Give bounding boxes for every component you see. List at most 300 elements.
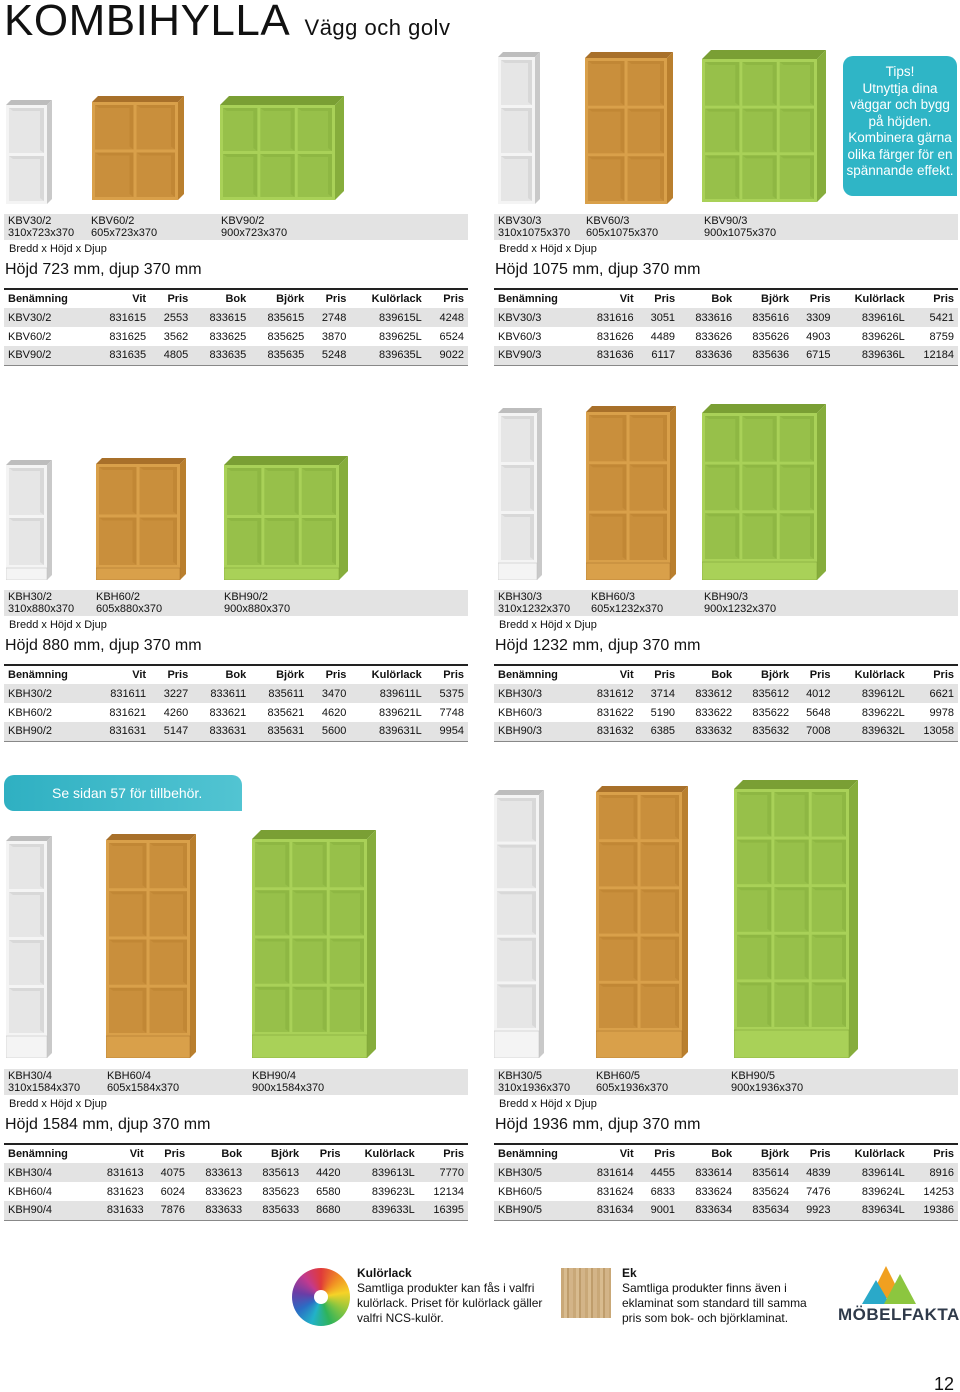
product-code [498, 216, 570, 239]
kulorlack-info [357, 1266, 542, 1326]
column-header: Bok [711, 293, 733, 305]
shelf-green-kbh90-5 [734, 780, 858, 1058]
table-cell: 835616 [736, 308, 793, 327]
table-cell: 835631 [250, 722, 308, 741]
table-header-row [4, 665, 468, 684]
table-cell: 833626 [695, 330, 733, 343]
table-cell: 7748 [439, 706, 464, 719]
shelf-white-kbv30-2 [6, 100, 52, 204]
table-header-row [494, 289, 958, 308]
table-cell: 831624 [596, 1185, 634, 1198]
table-cell: 833634 [679, 1201, 736, 1220]
table-row [4, 684, 468, 703]
table-cell: 9923 [793, 1201, 834, 1220]
price-table [494, 664, 958, 742]
table-cell: 5190 [650, 706, 676, 719]
column-header: Pris [654, 669, 676, 681]
product-codes [4, 590, 468, 616]
table-cell: 833635 [192, 346, 250, 365]
product-code [221, 216, 287, 239]
table-cell: 833615 [192, 308, 250, 327]
table-cell: 835611 [250, 684, 308, 703]
shelf-green-kbh90-3 [702, 404, 826, 580]
column-header: Björk [276, 293, 305, 305]
table-cell: 5600 [308, 722, 350, 741]
tip-line: olika färger för en [847, 146, 953, 162]
table-cell: 2748 [308, 308, 350, 327]
column-header: Kulörlack [371, 293, 422, 305]
price-table [494, 288, 958, 366]
product-code-dims: 310x1936x370 [498, 1081, 571, 1094]
product-code-name: KBH60/3 [591, 591, 636, 603]
table-cell: 835622 [752, 706, 790, 719]
product-code-name: KBH60/2 [96, 591, 141, 603]
table-cell: 6524 [439, 330, 464, 343]
table-cell: 835634 [736, 1201, 793, 1220]
product-code [586, 216, 658, 239]
table-cell: 4455 [638, 1163, 679, 1182]
oak-swatch-icon [561, 1268, 611, 1318]
product-code-name: KBV30/3 [498, 215, 542, 227]
table-cell: 4012 [793, 684, 834, 703]
table-cell: 835613 [246, 1163, 303, 1182]
table-cell: 4248 [426, 308, 468, 327]
column-header: Björk [276, 669, 305, 681]
table-cell: 833623 [205, 1185, 243, 1198]
table-cell: 839621L [378, 706, 422, 719]
table-cell: 3470 [308, 684, 350, 703]
table-header-row [4, 1144, 468, 1163]
table-cell: 833632 [679, 722, 736, 741]
column-header: Pris [325, 669, 347, 681]
table-cell: 835625 [267, 330, 305, 343]
table-cell: 14253 [923, 1185, 954, 1198]
table-cell: 5147 [150, 722, 192, 741]
table-cell: 831631 [92, 722, 150, 741]
table-cell: 831626 [596, 330, 634, 343]
product-code-dims: 900x723x370 [221, 226, 288, 239]
table-cell: KBH90/5 [494, 1201, 581, 1220]
table-cell: 9978 [929, 706, 954, 719]
dims-label: Bredd x Höjd x Djup [9, 619, 107, 631]
column-header: Bok [221, 1148, 243, 1160]
product-code-name: KBH30/2 [8, 591, 53, 603]
product-section [4, 1069, 468, 1221]
shelf-beech-kbv60-2 [92, 96, 184, 200]
column-header: Pris [325, 293, 347, 305]
table-cell: 831621 [109, 706, 147, 719]
table-cell: 831614 [581, 1163, 638, 1182]
table-cell: 839636L [835, 346, 909, 365]
table-cell: KBH90/2 [4, 722, 92, 741]
column-header: Pris [319, 1148, 341, 1160]
product-code-name: KBH30/3 [498, 591, 543, 603]
column-header: Pris [933, 293, 954, 305]
table-cell: 831616 [581, 308, 638, 327]
column-header: Benämning [498, 1148, 558, 1160]
table-cell: KBH60/5 [498, 1185, 543, 1198]
ek-line: Samtliga produkter finns även i [622, 1281, 787, 1295]
table-row [4, 703, 468, 722]
table-cell: 833633 [189, 1201, 246, 1220]
product-section [4, 590, 468, 742]
column-header: Benämning [8, 669, 68, 681]
column-header: Björk [761, 669, 790, 681]
shelf-green-kbh90-4 [252, 830, 376, 1058]
table-cell: 835623 [262, 1185, 300, 1198]
tip-box [843, 56, 957, 196]
product-section [494, 1069, 958, 1221]
column-header: Kulörlack [854, 293, 905, 305]
product-code-name: KBH60/4 [107, 1070, 152, 1082]
table-cell: 9022 [426, 346, 468, 365]
product-code-dims: 900x1584x370 [252, 1081, 325, 1094]
table-cell: KBH30/4 [4, 1163, 91, 1182]
table-cell: 839625L [378, 330, 422, 343]
table-cell: 839615L [350, 308, 425, 327]
product-code [731, 1071, 803, 1094]
table-cell: 6117 [638, 346, 679, 365]
shelf-white-kbh30-2 [6, 460, 52, 580]
table-row [494, 703, 958, 722]
table-cell: 831615 [92, 308, 150, 327]
table-cell: 7876 [148, 1201, 189, 1220]
table-cell: 833624 [695, 1185, 733, 1198]
product-code-name: KBH90/4 [252, 1070, 297, 1082]
column-header: Pris [654, 1148, 676, 1160]
table-cell: 4260 [163, 706, 189, 719]
table-cell: 4420 [303, 1163, 344, 1182]
table-row [494, 308, 958, 327]
shelf-white-kbh30-4 [6, 836, 52, 1058]
table-cell: 835635 [250, 346, 308, 365]
dims-label: Bredd x Höjd x Djup [499, 1098, 597, 1110]
table-cell: 835633 [246, 1201, 303, 1220]
table-cell: 8680 [303, 1201, 344, 1220]
table-row [4, 346, 468, 365]
table-row [4, 308, 468, 327]
product-code-dims: 900x880x370 [224, 602, 291, 615]
table-row [4, 327, 468, 346]
product-code-dims: 310x1232x370 [498, 602, 571, 615]
product-code-dims: 605x1232x370 [591, 602, 664, 615]
table-cell: 839632L [835, 722, 909, 741]
product-code-dims: 605x880x370 [96, 602, 163, 615]
column-header: Björk [761, 293, 790, 305]
product-code [596, 1071, 668, 1094]
table-cell: 5421 [909, 308, 958, 327]
product-code [704, 592, 776, 615]
product-code-dims: 310x880x370 [8, 602, 75, 615]
table-cell: 12184 [909, 346, 958, 365]
product-code [107, 1071, 179, 1094]
table-row [494, 1163, 958, 1182]
table-cell: 7770 [419, 1163, 468, 1182]
column-header: Vit [132, 669, 147, 681]
section-height: Höjd 1075 mm, djup 370 mm [495, 261, 701, 278]
shelf-beech-kbh60-3 [586, 406, 676, 580]
table-cell: 831612 [581, 684, 638, 703]
column-header: Pris [809, 293, 831, 305]
table-cell: 835626 [752, 330, 790, 343]
section-height: Höjd 1232 mm, djup 370 mm [495, 637, 701, 654]
product-code [704, 216, 776, 239]
table-cell: 833616 [679, 308, 736, 327]
table-cell: 839614L [835, 1163, 909, 1182]
product-code-name: KBH60/5 [596, 1070, 641, 1082]
table-row [494, 1182, 958, 1201]
table-cell: 831611 [92, 684, 150, 703]
tip-line: spännande effekt. [846, 163, 954, 178]
table-cell: 5648 [806, 706, 831, 719]
column-header: Bok [711, 1148, 733, 1160]
price-table [4, 1143, 468, 1221]
table-cell: 831634 [581, 1201, 638, 1220]
product-codes [4, 1069, 468, 1095]
table-cell: 4075 [148, 1163, 189, 1182]
shelf-white-kbv30-3 [498, 52, 540, 204]
table-cell: 4620 [321, 706, 347, 719]
product-code-name: KBV30/2 [8, 215, 52, 227]
section-height: Höjd 723 mm, djup 370 mm [5, 261, 202, 278]
table-cell: 835612 [736, 684, 793, 703]
table-header-row [494, 665, 958, 684]
product-code-name: KBV60/3 [586, 215, 630, 227]
price-table [494, 1143, 958, 1221]
tip-line: Kombinera gärna [848, 130, 952, 145]
product-code [8, 592, 74, 615]
table-cell: 833622 [695, 706, 733, 719]
section-height: Höjd 880 mm, djup 370 mm [5, 637, 202, 654]
page-subtitle: Vägg och golv [304, 15, 451, 40]
table-cell: 831636 [581, 346, 638, 365]
product-section [494, 214, 958, 366]
table-cell: 7476 [806, 1185, 831, 1198]
column-header: Kulörlack [371, 669, 422, 681]
product-code [498, 1071, 570, 1094]
product-code-dims: 310x723x370 [8, 226, 75, 239]
column-header: Vit [619, 293, 634, 305]
shelf-green-kbv90-3 [702, 50, 826, 202]
column-header: Kulörlack [364, 1148, 415, 1160]
section-height: Höjd 1584 mm, djup 370 mm [5, 1116, 211, 1133]
tip-line: Utnyttja dina [862, 80, 938, 96]
shelf-green-kbh90-2 [224, 456, 348, 580]
table-cell: KBH90/4 [4, 1201, 91, 1220]
table-cell: 12134 [433, 1185, 464, 1198]
shelf-green-kbv90-2 [220, 96, 344, 200]
table-row [4, 1201, 468, 1220]
product-code-dims: 900x1075x370 [704, 226, 777, 239]
table-cell: 833636 [679, 346, 736, 365]
product-code-name: KBH90/2 [224, 591, 269, 603]
table-row [494, 684, 958, 703]
table-cell: 13058 [909, 722, 958, 741]
column-header: Pris [933, 1148, 954, 1160]
table-cell: 831622 [596, 706, 634, 719]
column-header: Pris [809, 669, 831, 681]
table-cell: 833621 [209, 706, 247, 719]
table-cell: 6385 [638, 722, 679, 741]
dims-label: Bredd x Höjd x Djup [9, 243, 107, 255]
table-cell: 831623 [106, 1185, 144, 1198]
table-cell: 9001 [638, 1201, 679, 1220]
table-cell: 3309 [793, 308, 834, 327]
column-header: Vit [132, 293, 147, 305]
column-header: Pris [443, 669, 464, 681]
table-cell: 6580 [316, 1185, 341, 1198]
table-cell: 835615 [250, 308, 308, 327]
table-cell: 839624L [861, 1185, 905, 1198]
table-cell: 833612 [679, 684, 736, 703]
dims-label: Bredd x Höjd x Djup [499, 619, 597, 631]
product-code [8, 1071, 80, 1094]
product-code-name: KBV90/3 [704, 215, 748, 227]
table-cell: 3870 [321, 330, 347, 343]
table-cell: 5375 [426, 684, 468, 703]
column-header: Björk [271, 1148, 300, 1160]
table-cell: 19386 [909, 1201, 958, 1220]
table-cell: KBV60/2 [8, 330, 52, 343]
product-code [91, 216, 157, 239]
product-code-dims: 605x1584x370 [107, 1081, 180, 1094]
column-header: Vit [619, 669, 634, 681]
table-cell: 6621 [909, 684, 958, 703]
table-cell: 839611L [350, 684, 425, 703]
table-cell: 831633 [91, 1201, 148, 1220]
table-cell: KBH30/5 [494, 1163, 581, 1182]
column-header: Bok [225, 293, 247, 305]
color-wheel-icon [292, 1268, 350, 1326]
table-cell: 839613L [345, 1163, 419, 1182]
shelf-beech-kbh60-2 [96, 458, 186, 580]
column-header: Vit [129, 1148, 144, 1160]
table-cell: 831613 [91, 1163, 148, 1182]
product-code-dims: 605x1075x370 [586, 226, 659, 239]
table-cell: 831625 [109, 330, 147, 343]
table-cell: 8759 [929, 330, 954, 343]
table-cell: 5248 [308, 346, 350, 365]
shelf-beech-kbv60-3 [585, 52, 673, 204]
ek-info [622, 1266, 807, 1326]
tip-line: väggar och bygg [850, 97, 950, 112]
price-table [4, 664, 468, 742]
product-code-name: KBH30/4 [8, 1070, 53, 1082]
table-cell: 839633L [345, 1201, 419, 1220]
shelf-beech-kbh60-4 [106, 834, 196, 1058]
column-header: Kulörlack [854, 1148, 905, 1160]
accessories-note: Se sidan 57 för tillbehör. [4, 775, 242, 811]
table-row [494, 346, 958, 365]
table-cell: 6833 [650, 1185, 676, 1198]
kulorlack-heading: Kulörlack [357, 1266, 412, 1280]
product-code [498, 592, 570, 615]
table-cell: 8916 [909, 1163, 958, 1182]
brand-name: MÖBELFAKTA [838, 1305, 960, 1324]
column-header: Pris [164, 1148, 186, 1160]
product-code [224, 592, 290, 615]
table-cell: 4805 [150, 346, 192, 365]
table-cell: 839631L [350, 722, 425, 741]
ek-line: pris som bok- och björklaminat. [622, 1311, 789, 1325]
table-cell: 6715 [793, 346, 834, 365]
table-cell: 3714 [638, 684, 679, 703]
table-cell: KBH30/3 [494, 684, 581, 703]
kulorlack-line: valfri NCS-kulör. [357, 1311, 444, 1325]
table-cell: 835621 [267, 706, 305, 719]
product-code [8, 216, 74, 239]
dims-label: Bredd x Höjd x Djup [9, 1098, 107, 1110]
product-section [4, 214, 468, 366]
table-row [4, 722, 468, 741]
table-row [494, 327, 958, 346]
table-cell: KBH60/4 [8, 1185, 53, 1198]
table-cell: 833631 [192, 722, 250, 741]
table-cell: KBV60/3 [498, 330, 542, 343]
product-code-dims: 310x1075x370 [498, 226, 571, 239]
product-code-name: KBV60/2 [91, 215, 135, 227]
product-codes [4, 214, 468, 240]
table-cell: 835632 [736, 722, 793, 741]
section-height: Höjd 1936 mm, djup 370 mm [495, 1116, 701, 1133]
table-header-row [494, 1144, 958, 1163]
kulorlack-line: kulörlack. Priset för kulörlack gäller [357, 1296, 543, 1310]
table-cell: 839622L [861, 706, 905, 719]
column-header: Pris [167, 293, 189, 305]
table-cell: KBV30/2 [4, 308, 92, 327]
product-code-name: KBV90/2 [221, 215, 265, 227]
table-cell: 7008 [793, 722, 834, 741]
table-cell: KBH60/2 [8, 706, 53, 719]
product-code [96, 592, 162, 615]
page-number: 12 [934, 1374, 955, 1392]
shelf-white-kbh30-3 [498, 408, 542, 580]
shelf-beech-kbh60-5 [596, 786, 688, 1058]
column-header: Pris [654, 293, 676, 305]
table-cell: 839623L [371, 1185, 415, 1198]
product-codes [494, 590, 958, 616]
table-cell: KBV90/3 [494, 346, 581, 365]
tip-heading: Tips! [885, 64, 915, 79]
product-code-name: KBH90/5 [731, 1070, 776, 1082]
table-cell: 835636 [736, 346, 793, 365]
ek-heading: Ek [622, 1266, 637, 1280]
table-cell: 835614 [736, 1163, 793, 1182]
table-row [4, 1163, 468, 1182]
table-cell: 833614 [679, 1163, 736, 1182]
table-cell: 835624 [752, 1185, 790, 1198]
table-cell: KBV90/2 [4, 346, 92, 365]
shelf-white-kbh30-5 [494, 790, 544, 1058]
table-header-row [4, 289, 468, 308]
table-cell: 6024 [160, 1185, 186, 1198]
table-cell: KBH90/3 [494, 722, 581, 741]
column-header: Pris [443, 293, 464, 305]
column-header: Pris [167, 669, 189, 681]
price-table [4, 288, 468, 366]
table-cell: 9954 [426, 722, 468, 741]
product-code-dims: 900x1936x370 [731, 1081, 804, 1094]
table-cell: KBH60/3 [498, 706, 543, 719]
column-header: Vit [619, 1148, 634, 1160]
ek-line: eklaminat som standard till samma [622, 1296, 807, 1310]
column-header: Bok [225, 669, 247, 681]
page-title: KOMBIHYLLA Vägg och golv [4, 0, 451, 45]
column-header: Pris [443, 1148, 464, 1160]
table-cell: 839634L [835, 1201, 909, 1220]
column-header: Benämning [8, 1148, 68, 1160]
table-cell: 3051 [638, 308, 679, 327]
